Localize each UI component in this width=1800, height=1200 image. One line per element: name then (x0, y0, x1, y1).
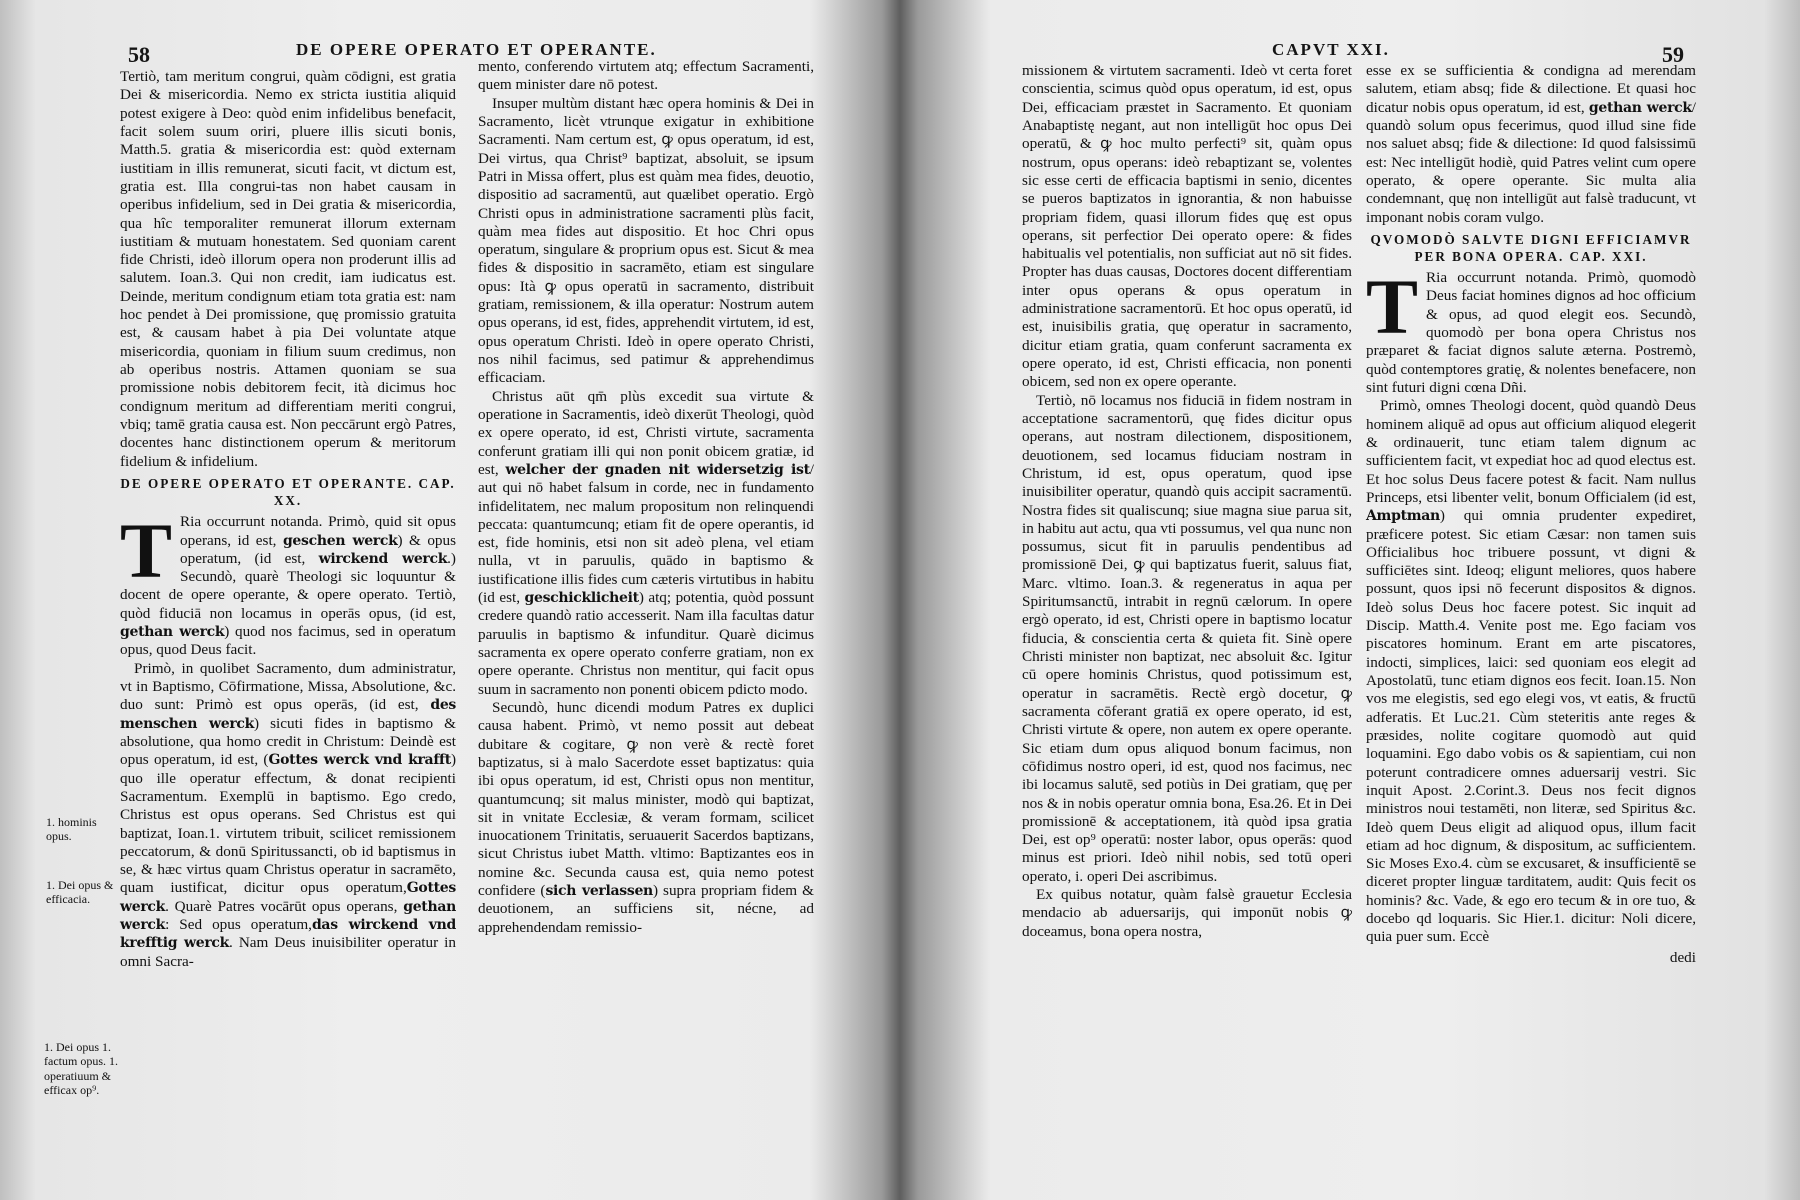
paragraph: Insuper multùm distant hæc opera hominis & Dei in Sacramento, licèt vtrunque exigatur in exhibitione Sacramenti. Nam certum est, ꝙ opus operatum, id est, Dei virtus, qua Christ⁹ baptizat, absoluit, se ipsum Patri in Missa offert, plus est quàm mea fides, deuotio, dispositio ad sacramentū, aut quælibet operatio. Ergò Christi opus in administratione sacramenti plùs facit, quàm mea fides aut dispositio. Et hoc Chri opus operatum, singulare & proprium opus est. Sicut & mea fides & dispositio in sacramēto, etiam est singulare opus: Ità ꝙ opus operatū in sacramento, distribuit gratiam, remissionem, & illa operatur: Nostrum autem opus operans, id est, fides, apprehendit virtutem, id est, opus operatum Christi. Ideò in opere operato Christi, nos nihil facimus, sed patimur & apprehendimus efficaciam. (478, 94, 814, 387)
drop-cap: T (1366, 263, 1419, 351)
left-column-2 (478, 58, 814, 937)
paragraph: T Ria occurrunt notanda. Primò, quid sit opus operans, id est, geschen werck) & opus operatum, (id est, wirckend werck.) Secundò, quarè Theologi sic loquuntur & docent de opere operante, & opere operato. Tertiò, quòd fiduciā non locamus in operās opus, (id est, gethan werck) quod nos facimus, sed in operatum opus, quod Deus facit. (120, 507, 457, 659)
paragraph: Tertiò, nō locamus nos fiduciā in fidem nostram in acceptatione sacramentorū, quę fides dicitur opus operans, aut nostram dilectionem, dispositionem, deuotionem, sed locamus fiduciam nostram in Christum, id est, opus operatum, quod ipse inuisibiliter operatur, quandò quis accipit sacramentū. Nostra fides sit qualiscunq; siue magna siue parua sit, in habitu aut actu, qua vti possumus, vel qua nunc non possumus, sicut fit in paruulis pendentibus ad promissionē Dei, ꝙ qui baptizatus fuerit, saluus fiat, Marc. vltimo. Ioan.3. & regeneratus in aqua per Spiritumsanctū, intrabit in regnū cælorum. In opere ergò operato, id est, Christi opere in baptismo locatur fiducia, & conscientia certa & quieta fit. Sinè opere Christi minister non baptizat, nec absoluit &c. Igitur cū opere hominis Christus, quod potissimum est, operatur in sacramētis. Rectè ergò docetur, ꝙ sacramenta cōferant gratiā ex opere operato, id est, Christi virtute & opere, non autem ex opere operante. Sic etiam dum opus aliquod bonum facimus, non cōfidimus nostro operi, id est, quod nos facimus, nec ibi locamus salutē, sed potiùs in Dei gratiam, quę per nos & in nobis operatur omnia bona, Esa.26. Et in Dei promissionē & acceptationem, ità quòd ipsa gratia Dei, est op⁹ operatū: noster labor, opus operās: quod minus est priori. Ideò nihil nobis, sed totū operi operato, i. operi Dei ascribimus. (1022, 391, 1352, 885)
running-head-left: DE OPERE OPERATO ET OPERANTE. (296, 40, 657, 59)
margin-note: 1. Dei opus & efficacia. (46, 878, 114, 907)
paragraph: Primò, omnes Theologi docent, quòd quandò Deus hominem aliquē ad opus aut officium aliquod elegerit & ordinauerit, tunc etiam talem dignum ac sufficientem facit, vt expediat hoc ad quod electus est. Et hoc solus Deus facere potest & facit. Nam nullus Princeps, etsi libenter velit, bonum Officialem (id est, Amptman) qui omnia prudenter expediret, præficere potest. Sic etiam Cæsar: non tamen suis Officialibus hoc tribuere possunt, vt digni & sufficiētes sint. Ideoq; eligunt meliores, quos habere possunt, quos ipsi nō fecerunt dispositos & dignos. Ideò solus Deus hoc facere potest. Sic inquit ad Discip. Matth.4. Venite post me. Ego faciam vos piscatores hominum. Erant em arte piscatores, indocti, simplices, laici: sed quoniam eos elegit ad Apostolatū, tunc etiam dignos eos fecit. Ioan.15. Non vos me elegistis, sed ego elegi vos, vt eatis, & fructū adferatis. Et Luc.21. Cùm steteritis ante reges & præsides, nolite cogitare quomodò aut quid loquamini. Ego dabo vobis os & sapientiam, cui non poterunt contradicere omnes aduersarij vestri. Sic inquit Apost. 2.Corint.3. Deus nos fecit dignos ministros noui testamēti, non literæ, sed Spiritus &c. Ideò quem Deus eligit ad aliquod opus, illum facit etiam ad hoc dignum, & dispositum, ac sufficientem. Sic Moses Exo.4. cùm se excusaret, & insufficientē se diceret propter linguæ tarditatem, audit: Quis fecit os hominis? &c. Vade, & ego ero tecum & in ore tuo, & docebo qd loquaris. Sic Hier.1. dicitur: Noli dicere, quia puer sum. Eccè (1366, 397, 1696, 946)
paragraph: T Ria occurrunt notanda. Primò, quomodò Deus faciat homines dignos ad hoc officium & opus, ad quod elegit eos. Secundò, quomodò per bona opera Christus nos præparet & faciat dignos salute æterna. Postremò, quòd contemptores gratię, & nolentes benefacere, non sint futuri digni cœna Dñi. (1366, 263, 1696, 396)
left-column-1 (120, 68, 456, 971)
paragraph: Ex quibus notatur, quàm falsè grauetur Ecclesia mendacio ab aduersarijs, qui imponūt nobis ꝙ doceamus, bona opera nostra, (1022, 886, 1352, 940)
catchword: dedi (1669, 948, 1696, 966)
german-gloss: das wirckend vnd krefftig werck (120, 917, 457, 952)
german-gloss: geschen werck (282, 532, 398, 549)
paragraph: missionem & virtutem sacramenti. Ideò vt certa foret conscientia, scimus quòd opus operatum, id est, opus Dei, efficaciam præstet in Sacramento. Et quoniam Anabaptistę negant, aut non intelligūt hoc opus Dei operatū, & ꝙ hoc multo perfecti⁹ sit, quàm opus nostrum, opus operans: ideò rebaptizant se, volentes sic esse certi de efficacia baptismi in senio, dicentes se pueros baptizatos in ignorantia, & non habuisse propriam fidem, quasi illorum fides quę est opus operans, sit perfectior Dei operato opere: & fides habitualis vel potentialis, non sufficiat aut nō sit fides. Propter has duas causas, Doctores docent differentiam inter opus operans & opus operatum in administratione sacramentorū. Et hoc opus operatū, id est, inuisibilis gratia, quę operatur in sacramento, dicitur etiam gratia, quam conferunt sacramenta ex opere operato, id est, Christi efficacia, non ponenti obicem, sed non ex opere operante. (1022, 62, 1352, 391)
drop-cap: T (120, 507, 173, 595)
chapter-heading: QVOMODÒ SALVTE DIGNI EFFICIAMVR PER BONA OPERA. CAP. XXI. (1370, 231, 1692, 264)
german-gloss: des menschen werck (120, 697, 457, 732)
german-gloss: welcher der gnaden nit widersetzig ist (505, 461, 810, 478)
right-page (900, 0, 1800, 1200)
german-gloss: wirckend werck (318, 550, 448, 567)
margin-note: 1. Dei opus 1. factum opus. 1. operatiuum & efficax op⁹. (44, 1040, 118, 1098)
right-column-2 (1366, 62, 1696, 967)
chapter-heading: DE OPERE OPERATO ET OPERANTE. CAP. XX. (120, 475, 456, 509)
paragraph: Secundò, hunc dicendi modum Patres ex duplici causa habent. Primò, vt nemo possit aut debeat dubitare & cogitare, ꝙ non verè & rectè foret baptizatus, si à malo Sacerdote esset baptizatus: quia ibi opus operatum, id est, Christi opus non mentitur, quantumcunq; sit malus minister, modò qui baptizat, sit in vnitate Ecclesiæ, & veram formam, scilicet inuocationem Trinitatis, seruauerit Sacerdos baptizans, sicut Christus iubet Matth. vltimo: Baptizantes eos in nomine &c. Secunda causa est, quia nemo potest confidere (sich verlassen) supra propriam fidem & deuotionem, an sufficiens sit, nécne, ad apprehendendam remissio- (478, 698, 814, 936)
german-gloss: gethan werck (120, 898, 456, 934)
german-gloss: gethan werck (1588, 99, 1692, 116)
paragraph: Primò, in quolibet Sacramento, dum administratur, vt in Baptismo, Cōfirmatione, Missa, Absolutione, &c. duo sunt: Primò est opus operās, (id est, des menschen werck) sicuti fides in baptismo & absolutione, qua homo credit in Christum: Deindè est opus operatum, id est, (Gottes werck vnd krafft) quo ille operatur effectum, & donat recipienti Sacramentum. Exemplū in baptismo. Ego credo, Christus est opus operans. Sed Christus est qui baptizat, Ioan.1. virtutem tribuit, scilicet remissionem peccatorum, & donū Spiritussancti, ob id baptismus in se, & hæc virtus quam Christus operatur in sacramēto, quam iustificat, dicitur opus operatum,Gottes werck. Quarè Patres vocārūt opus operans, gethan werck: Sed opus operatum,das wirckend vnd krefftig werck. Nam Deus inuisibiliter operatur in omni Sacra- (120, 659, 457, 970)
german-gloss: sich verlassen (545, 883, 653, 900)
right-column-1 (1022, 62, 1352, 941)
page-number-right: 59 (1662, 42, 1684, 67)
german-gloss: Gottes werck (120, 880, 456, 915)
german-gloss: Gottes werck vnd krafft (268, 752, 451, 769)
margin-note: 1. hominis opus. (46, 815, 97, 844)
german-gloss: Amptman (1366, 508, 1440, 525)
german-gloss: gethan werck (120, 624, 225, 641)
german-gloss: geschicklicheit (524, 590, 639, 607)
paragraph: Christus aūt qm̄ plùs excedit sua virtute & operatione in Sacramentis, ideò dixerūt Theologi, quòd ex opere operato, id est, Christi virtute, sacramenta conferunt gratiam illi qui non ponit obicem gratiæ, id est, welcher der gnaden nit widersetzig ist/ aut qui nō habet falsum in corde, nec in fundamento infidelitatem, nec malum propositum non relinquendi peccata: quantumcunq; etiam fit de opere operantis, id est, fide hominis, etsi non sit adeò plena, vel etiam nulla, vt in paruulis, quādo in baptismo & iustificatione illis fides cum cæteris virtutibus in habitu (id est, geschicklicheit) atq; potentia, quòd possunt credere quandò ratio accesserit. Nam illa facultas datur paruulis in baptismo & infunditur. Quarè dicimus sacramenta ex opere operato conferre gratiam, non ex opere operante. Christus non mentitur, qui facit opus suum in sacramento non ponenti obicem pdicto modo. (478, 387, 815, 698)
page-number-left: 58 (128, 42, 150, 67)
paragraph: Tertiò, tam meritum congrui, quàm cōdigni, est gratia Dei & misericordia. Nemo ex stricta iustitia aliquid potest exigere à Deo: quòd enim infidelibus benefacit, facit solem suum oriri, pluere illis sicuti bonis, Matth.5. gratia & misericordia est: quòd externam iustitiam in illis remunerat, sicuti facit, vt dictum est, gratia est. Illa congrui-tas non habet causam in operibus infidelium, sed in Dei gratia & misericordia, qua hîc temporaliter remunerat illorum externam iustitiam & mutuam honestatem. Sed quoniam carent fide Christi, ideò illorum opera non proderunt illis ad salutem. Ioan.3. Qui non credit, iam iudicatus est. Deinde, meritum condignum etiam tota gratia est: nam hoc pendet à Dei promissione, quę promissio gratuita est, & causam habet à pia Dei voluntate atque misericordia, quoniam in filium suum credimus, non ab operibus nostris. Attamen quoniam se sua promissione nobis debitorem fecit, ità dicimus hoc condignum meritum ad differentiam meriti congrui, vbiq; tamē gratia causa est. Non peccārunt ergò Patres, docentes hanc distinctionem operum & meritorum fidelium & infidelium. (120, 68, 456, 470)
paragraph: esse ex se sufficientia & condigna ad merendam salutem, etiam absq; fide & dilectione. Et quasi hoc dicatur nobis opus operatum, id est, gethan werck/ quandò solum opus fecerimus, quod illud sine fide nos saluet absq; fide & dilectione: Id quod falsissimū est: Nec intelligūt hodiè, quid Patres velint cum opere operato, & opere operante. Sic multa alia condemnant, quę non intelligūt aut falsè traducunt, vt imponant nobis coram vulgo. (1366, 62, 1696, 226)
running-head-right: CAPVT XXI. (1272, 40, 1390, 59)
paragraph: mento, conferendo virtutem atq; effectum Sacramenti, quem minister dare nō potest. (478, 58, 814, 94)
